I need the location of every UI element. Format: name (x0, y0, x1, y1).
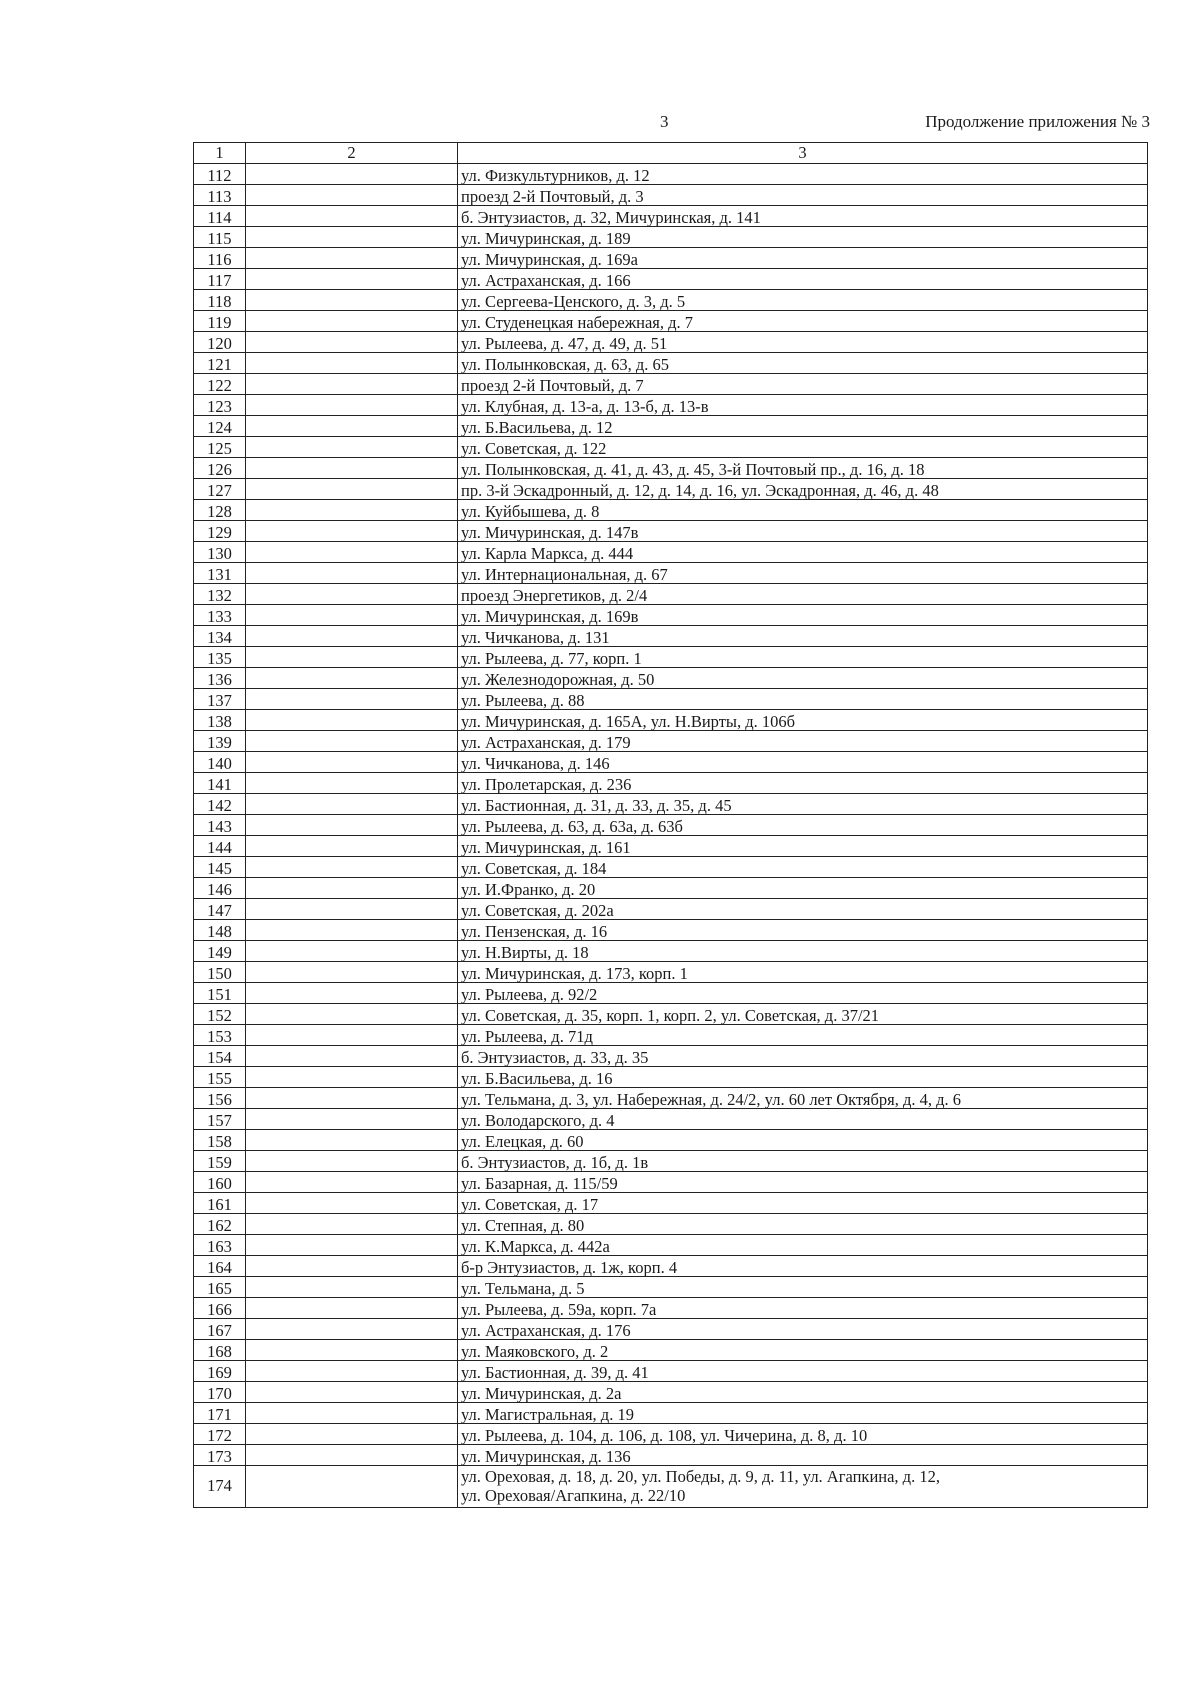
column-2-cell (246, 815, 458, 836)
address-cell: ул. Рылеева, д. 71д (458, 1025, 1148, 1046)
table-row (194, 353, 1148, 374)
row-number: 162 (194, 1214, 246, 1235)
row-number: 168 (194, 1340, 246, 1361)
table-row (194, 248, 1148, 269)
column-2-cell (246, 1256, 458, 1277)
address-cell: ул. Мичуринская, д. 136 (458, 1445, 1148, 1466)
address-cell: ул. Б.Васильева, д. 12 (458, 416, 1148, 437)
row-number: 125 (194, 437, 246, 458)
table-row (194, 416, 1148, 437)
table-row (194, 1130, 1148, 1151)
row-number: 149 (194, 941, 246, 962)
column-2-cell (246, 1466, 458, 1508)
address-cell: ул. Железнодорожная, д. 50 (458, 668, 1148, 689)
row-number: 117 (194, 269, 246, 290)
column-2-cell (246, 458, 458, 479)
table-row (194, 227, 1148, 248)
row-number: 153 (194, 1025, 246, 1046)
address-cell: ул. Советская, д. 202а (458, 899, 1148, 920)
column-2-cell (246, 1214, 458, 1235)
column-2-cell (246, 584, 458, 605)
address-cell: ул. И.Франко, д. 20 (458, 878, 1148, 899)
table-row (194, 794, 1148, 815)
table-row (194, 437, 1148, 458)
column-2-cell (246, 1088, 458, 1109)
row-number: 122 (194, 374, 246, 395)
address-cell: ул. Советская, д. 184 (458, 857, 1148, 878)
appendix-note: Продолжение приложения № 3 (925, 112, 1150, 131)
table-row (194, 290, 1148, 311)
row-number: 173 (194, 1445, 246, 1466)
address-cell: ул. Астраханская, д. 176 (458, 1319, 1148, 1340)
table-row (194, 920, 1148, 941)
table-row (194, 584, 1148, 605)
address-cell: пр. 3-й Эскадронный, д. 12, д. 14, д. 16, ул. Эскадронная, д. 46, д. 48 (458, 479, 1148, 500)
address-cell: ул. Чичканова, д. 146 (458, 752, 1148, 773)
table-row (194, 206, 1148, 227)
column-2-cell (246, 1025, 458, 1046)
address-cell: ул. Полынковская, д. 41, д. 43, д. 45, 3-й Почтовый пр., д. 16, д. 18 (458, 458, 1148, 479)
column-2-cell (246, 899, 458, 920)
row-number: 161 (194, 1193, 246, 1214)
table-row (194, 773, 1148, 794)
table-row (194, 1109, 1148, 1130)
address-cell: проезд 2-й Почтовый, д. 3 (458, 185, 1148, 206)
column-2-cell (246, 332, 458, 353)
address-cell: проезд Энергетиков, д. 2/4 (458, 584, 1148, 605)
row-number: 136 (194, 668, 246, 689)
column-2-cell (246, 1403, 458, 1424)
column-2-cell (246, 437, 458, 458)
row-number: 134 (194, 626, 246, 647)
row-number: 124 (194, 416, 246, 437)
address-cell: ул. Тельмана, д. 3, ул. Набережная, д. 24/2, ул. 60 лет Октября, д. 4, д. 6 (458, 1088, 1148, 1109)
address-cell: ул. Рылеева, д. 92/2 (458, 983, 1148, 1004)
column-2-cell (246, 311, 458, 332)
row-number: 164 (194, 1256, 246, 1277)
column-2-cell (246, 374, 458, 395)
row-number: 150 (194, 962, 246, 983)
table-row (194, 1067, 1148, 1088)
table-row (194, 1319, 1148, 1340)
column-2-cell (246, 353, 458, 374)
column-header-3: 3 (458, 143, 1148, 164)
address-cell: ул. Рылеева, д. 59а, корп. 7а (458, 1298, 1148, 1319)
row-number: 116 (194, 248, 246, 269)
address-cell: ул. Володарского, д. 4 (458, 1109, 1148, 1130)
address-cell: б. Энтузиастов, д. 32, Мичуринская, д. 141 (458, 206, 1148, 227)
column-2-cell (246, 164, 458, 185)
row-number: 138 (194, 710, 246, 731)
column-2-cell (246, 290, 458, 311)
column-2-cell (246, 752, 458, 773)
address-cell: ул. Советская, д. 17 (458, 1193, 1148, 1214)
row-number: 135 (194, 647, 246, 668)
table-row (194, 1382, 1148, 1403)
row-number: 120 (194, 332, 246, 353)
column-2-cell (246, 941, 458, 962)
address-cell: ул. Физкультурников, д. 12 (458, 164, 1148, 185)
row-number: 152 (194, 1004, 246, 1025)
column-2-cell (246, 1361, 458, 1382)
column-2-cell (246, 794, 458, 815)
column-2-cell (246, 542, 458, 563)
table-row (194, 521, 1148, 542)
address-cell: ул. Рылеева, д. 63, д. 63а, д. 63б (458, 815, 1148, 836)
row-number: 140 (194, 752, 246, 773)
column-2-cell (246, 185, 458, 206)
column-2-cell (246, 206, 458, 227)
address-cell: б-р Энтузиастов, д. 1ж, корп. 4 (458, 1256, 1148, 1277)
address-cell: ул. Елецкая, д. 60 (458, 1130, 1148, 1151)
table-row (194, 1004, 1148, 1025)
address-line-2: ул. Ореховая/Агапкина, д. 22/10 (461, 1485, 686, 1505)
row-number: 114 (194, 206, 246, 227)
row-number: 165 (194, 1277, 246, 1298)
address-cell: ул. Мичуринская, д. 147в (458, 521, 1148, 542)
address-cell: б. Энтузиастов, д. 1б, д. 1в (458, 1151, 1148, 1172)
table-row (194, 1403, 1148, 1424)
row-number: 118 (194, 290, 246, 311)
column-2-cell (246, 1445, 458, 1466)
table-row (194, 1046, 1148, 1067)
address-cell: ул. Бастионная, д. 31, д. 33, д. 35, д. 45 (458, 794, 1148, 815)
row-number: 156 (194, 1088, 246, 1109)
address-cell: ул. Пролетарская, д. 236 (458, 773, 1148, 794)
table-row (194, 1340, 1148, 1361)
address-cell: ул. Рылеева, д. 88 (458, 689, 1148, 710)
column-2-cell (246, 983, 458, 1004)
address-cell: ул. Мичуринская, д. 165А, ул. Н.Вирты, д. 106б (458, 710, 1148, 731)
row-number: 137 (194, 689, 246, 710)
row-number: 174 (194, 1466, 246, 1508)
column-2-cell (246, 920, 458, 941)
address-cell: б. Энтузиастов, д. 33, д. 35 (458, 1046, 1148, 1067)
address-cell: ул. Астраханская, д. 166 (458, 269, 1148, 290)
address-cell: ул. Мичуринская, д. 169в (458, 605, 1148, 626)
address-cell: ул. Клубная, д. 13-а, д. 13-б, д. 13-в (458, 395, 1148, 416)
column-2-cell (246, 689, 458, 710)
table-header-row (194, 143, 1148, 164)
address-cell: ул. Рылеева, д. 47, д. 49, д. 51 (458, 332, 1148, 353)
address-cell: ул. Мичуринская, д. 189 (458, 227, 1148, 248)
table-row (194, 542, 1148, 563)
address-cell: ул. Мичуринская, д. 169а (458, 248, 1148, 269)
table-row (194, 626, 1148, 647)
address-cell: ул. Пензенская, д. 16 (458, 920, 1148, 941)
row-number: 139 (194, 731, 246, 752)
table-row (194, 500, 1148, 521)
address-cell: ул. Магистральная, д. 19 (458, 1403, 1148, 1424)
column-2-cell (246, 773, 458, 794)
row-number: 113 (194, 185, 246, 206)
table-row (194, 689, 1148, 710)
table-row (194, 941, 1148, 962)
table-row (194, 1172, 1148, 1193)
table-row (194, 878, 1148, 899)
column-2-cell (246, 1235, 458, 1256)
column-2-cell (246, 563, 458, 584)
address-cell: ул. Сергеева-Ценского, д. 3, д. 5 (458, 290, 1148, 311)
row-number: 154 (194, 1046, 246, 1067)
column-2-cell (246, 1172, 458, 1193)
row-number: 166 (194, 1298, 246, 1319)
column-2-cell (246, 1130, 458, 1151)
address-cell: ул. Рылеева, д. 104, д. 106, д. 108, ул. Чичерина, д. 8, д. 10 (458, 1424, 1148, 1445)
row-number: 121 (194, 353, 246, 374)
table-row (194, 731, 1148, 752)
column-2-cell (246, 1298, 458, 1319)
table-row (194, 563, 1148, 584)
column-2-cell (246, 1004, 458, 1025)
column-2-cell (246, 1340, 458, 1361)
row-number: 171 (194, 1403, 246, 1424)
row-number: 133 (194, 605, 246, 626)
row-number: 151 (194, 983, 246, 1004)
table-row (194, 836, 1148, 857)
table-row (194, 815, 1148, 836)
table-row (194, 1214, 1148, 1235)
address-cell: ул. Рылеева, д. 77, корп. 1 (458, 647, 1148, 668)
column-2-cell (246, 1193, 458, 1214)
table-row (194, 857, 1148, 878)
address-cell: ул. Полынковская, д. 63, д. 65 (458, 353, 1148, 374)
address-table (193, 142, 1148, 1508)
row-number: 170 (194, 1382, 246, 1403)
table-row (194, 1361, 1148, 1382)
column-header-1: 1 (194, 143, 246, 164)
row-number: 141 (194, 773, 246, 794)
row-number: 115 (194, 227, 246, 248)
column-2-cell (246, 647, 458, 668)
table-row (194, 1424, 1148, 1445)
table-row (194, 668, 1148, 689)
column-2-cell (246, 500, 458, 521)
column-2-cell (246, 1067, 458, 1088)
column-2-cell (246, 395, 458, 416)
row-number: 146 (194, 878, 246, 899)
table-row (194, 311, 1148, 332)
table-row (194, 458, 1148, 479)
row-number: 126 (194, 458, 246, 479)
row-number: 169 (194, 1361, 246, 1382)
table-row (194, 1193, 1148, 1214)
table-row (194, 374, 1148, 395)
table-row (194, 899, 1148, 920)
table-row (194, 605, 1148, 626)
column-2-cell (246, 1046, 458, 1067)
column-2-cell (246, 1277, 458, 1298)
row-number: 148 (194, 920, 246, 941)
table-row (194, 479, 1148, 500)
column-2-cell (246, 227, 458, 248)
table-row (194, 1256, 1148, 1277)
address-cell: ул. Интернациональная, д. 67 (458, 563, 1148, 584)
table-row (194, 1235, 1148, 1256)
table-row (194, 962, 1148, 983)
column-2-cell (246, 479, 458, 500)
column-2-cell (246, 248, 458, 269)
row-number: 130 (194, 542, 246, 563)
row-number: 112 (194, 164, 246, 185)
table-row (194, 269, 1148, 290)
table-row (194, 1151, 1148, 1172)
address-cell: ул. Базарная, д. 115/59 (458, 1172, 1148, 1193)
table-row (194, 1088, 1148, 1109)
address-cell: ул. Бастионная, д. 39, д. 41 (458, 1361, 1148, 1382)
column-2-cell (246, 668, 458, 689)
table-row (194, 752, 1148, 773)
table-row (194, 332, 1148, 353)
column-2-cell (246, 710, 458, 731)
address-cell: ул. Студенецкая набережная, д. 7 (458, 311, 1148, 332)
row-number: 145 (194, 857, 246, 878)
address-cell: ул. Карла Маркса, д. 444 (458, 542, 1148, 563)
row-number: 143 (194, 815, 246, 836)
row-number: 132 (194, 584, 246, 605)
table-row (194, 1445, 1148, 1466)
page-number: 3 (660, 112, 669, 131)
row-number: 158 (194, 1130, 246, 1151)
column-header-2: 2 (246, 143, 458, 164)
column-2-cell (246, 416, 458, 437)
column-2-cell (246, 1424, 458, 1445)
table-row (194, 185, 1148, 206)
table-row (194, 710, 1148, 731)
row-number: 123 (194, 395, 246, 416)
address-cell: ул. Степная, д. 80 (458, 1214, 1148, 1235)
table-row (194, 1466, 1148, 1508)
address-cell: ул. Б.Васильева, д. 16 (458, 1067, 1148, 1088)
table-row (194, 1277, 1148, 1298)
row-number: 157 (194, 1109, 246, 1130)
row-number: 129 (194, 521, 246, 542)
address-cell: ул. Маяковского, д. 2 (458, 1340, 1148, 1361)
address-cell: ул. Советская, д. 35, корп. 1, корп. 2, ул. Советская, д. 37/21 (458, 1004, 1148, 1025)
table-row (194, 983, 1148, 1004)
address-cell: ул. Мичуринская, д. 161 (458, 836, 1148, 857)
table-row (194, 1298, 1148, 1319)
row-number: 147 (194, 899, 246, 920)
address-cell: ул. Мичуринская, д. 2а (458, 1382, 1148, 1403)
address-cell: ул. Советская, д. 122 (458, 437, 1148, 458)
row-number: 155 (194, 1067, 246, 1088)
row-number: 142 (194, 794, 246, 815)
row-number: 163 (194, 1235, 246, 1256)
address-cell: ул. Н.Вирты, д. 18 (458, 941, 1148, 962)
address-cell: ул. К.Маркса, д. 442а (458, 1235, 1148, 1256)
address-cell: ул. Куйбышева, д. 8 (458, 500, 1148, 521)
table-row (194, 1025, 1148, 1046)
column-2-cell (246, 731, 458, 752)
column-2-cell (246, 857, 458, 878)
column-2-cell (246, 1151, 458, 1172)
column-2-cell (246, 626, 458, 647)
column-2-cell (246, 836, 458, 857)
table-row (194, 164, 1148, 185)
column-2-cell (246, 269, 458, 290)
column-2-cell (246, 1109, 458, 1130)
column-2-cell (246, 962, 458, 983)
address-cell: ул. Мичуринская, д. 173, корп. 1 (458, 962, 1148, 983)
address-cell: ул. Астраханская, д. 179 (458, 731, 1148, 752)
row-number: 127 (194, 479, 246, 500)
row-number: 131 (194, 563, 246, 584)
row-number: 144 (194, 836, 246, 857)
row-number: 160 (194, 1172, 246, 1193)
table-row (194, 647, 1148, 668)
row-number: 128 (194, 500, 246, 521)
column-2-cell (246, 1319, 458, 1340)
table-row (194, 395, 1148, 416)
address-cell (458, 1466, 1148, 1508)
row-number: 159 (194, 1151, 246, 1172)
row-number: 167 (194, 1319, 246, 1340)
table-body (194, 164, 1148, 1508)
row-number: 172 (194, 1424, 246, 1445)
address-line-1: ул. Ореховая, д. 18, д. 20, ул. Победы, д. 9, д. 11, ул. Агапкина, д. 12, (461, 1466, 940, 1486)
address-cell: ул. Чичканова, д. 131 (458, 626, 1148, 647)
address-cell: ул. Тельмана, д. 5 (458, 1277, 1148, 1298)
address-cell: проезд 2-й Почтовый, д. 7 (458, 374, 1148, 395)
column-2-cell (246, 1382, 458, 1403)
column-2-cell (246, 521, 458, 542)
column-2-cell (246, 605, 458, 626)
row-number: 119 (194, 311, 246, 332)
column-2-cell (246, 878, 458, 899)
